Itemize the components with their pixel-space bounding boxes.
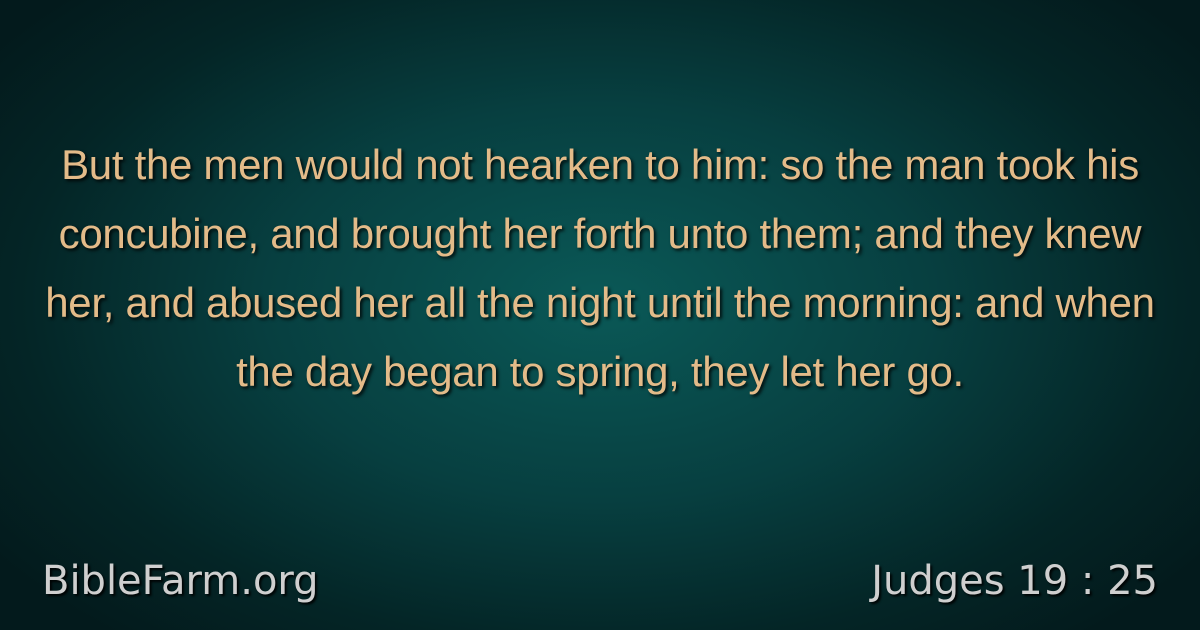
site-name: BibleFarm.org bbox=[42, 558, 319, 604]
verse-text: But the men would not hearken to him: so the man took his concubine, and brought her forth unto them; and they knew her, and abused her all the night until the morning: and when the day began to spring, they let her go. bbox=[45, 141, 1155, 395]
verse-reference: Judges 19 : 25 bbox=[871, 558, 1158, 604]
